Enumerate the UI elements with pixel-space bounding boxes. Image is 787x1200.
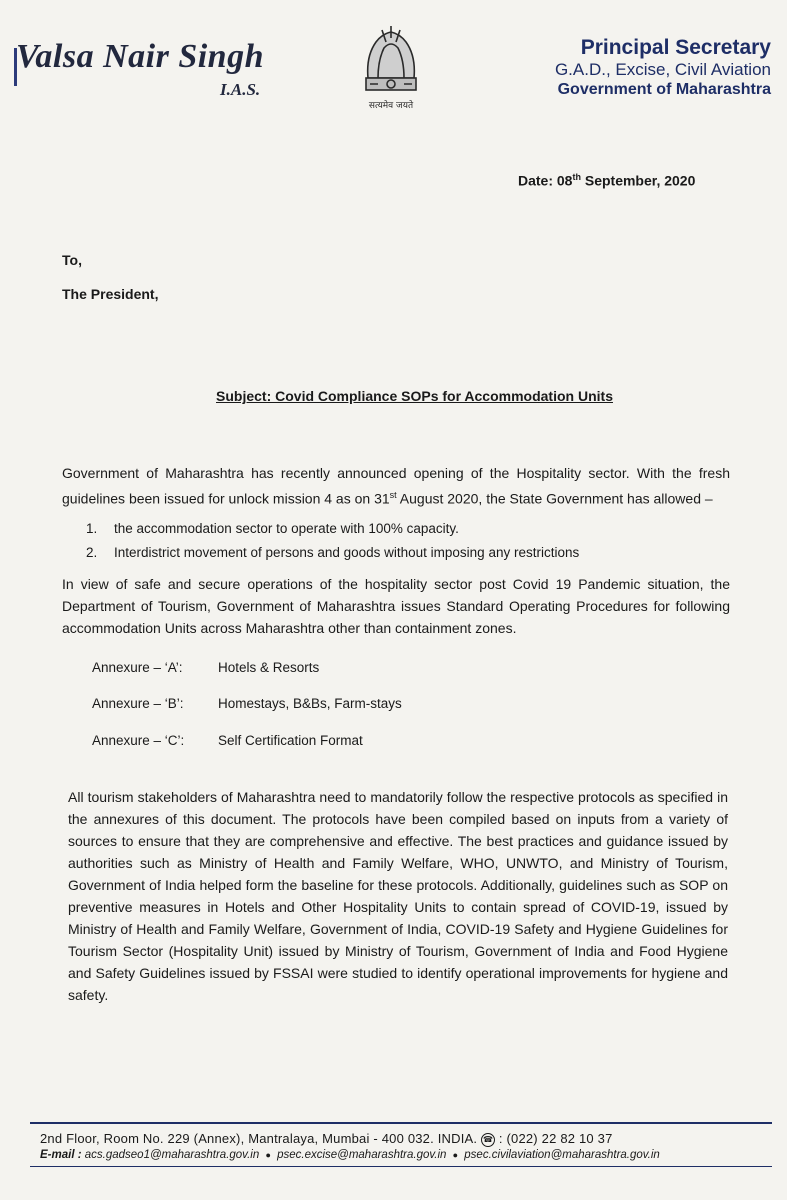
designation-block xyxy=(555,36,771,100)
intro-paragraph: Government of Maharashtra has recently announced opening of the Hospitality sector. With the fresh guidelines been issued for unlock mission 4 as on 31st August 2020, the State Government has allowed – xyxy=(62,465,730,507)
letter-date: Date: 08th September, 2020 xyxy=(518,172,696,189)
emblem-motto: सत्यमेव जयते xyxy=(368,101,414,111)
designation-government: Government of Maharashtra xyxy=(557,81,771,98)
email-link[interactable]: acs.gadseo1@maharashtra.gov.in xyxy=(84,1149,260,1161)
allowed-list xyxy=(86,517,579,565)
footer-address-line xyxy=(40,1131,613,1147)
footer-phone: : (022) 22 82 10 37 xyxy=(498,1131,613,1146)
annexure-row xyxy=(92,660,319,675)
subject-line: Subject: Covid Compliance SOPs for Accommodation Units xyxy=(216,388,613,404)
email-link[interactable]: psec.excise@maharashtra.gov.in xyxy=(277,1149,447,1161)
footer-email-line: E-mail : acs.gadseo1@maharashtra.gov.in ● psec.excise@maharashtra.gov.in ● psec.civilaviation@maharashtra.gov.in xyxy=(40,1149,660,1161)
list-number: 2. xyxy=(86,545,98,560)
list-text: the accommodation sector to operate with 100% capacity. xyxy=(114,521,459,536)
list-text: Interdistrict movement of persons and goods without imposing any restrictions xyxy=(114,545,580,560)
annexure-label: Annexure – ‘A’: xyxy=(92,660,183,675)
annexure-row xyxy=(92,733,363,748)
annexure-row xyxy=(92,696,402,711)
to-label: To, xyxy=(62,252,82,268)
list-number: 1. xyxy=(86,521,98,536)
sender-name: Valsa Nair Singh xyxy=(16,38,264,75)
footer-rule-bottom xyxy=(30,1166,772,1167)
national-emblem-icon xyxy=(348,20,434,120)
email-link[interactable]: psec.civilaviation@maharashtra.gov.in xyxy=(464,1149,660,1161)
annexure-title: Hotels & Resorts xyxy=(218,660,320,675)
designation-departments: G.A.D., Excise, Civil Aviation xyxy=(554,60,771,79)
list-item xyxy=(86,541,579,565)
annexure-title: Homestays, B&Bs, Farm-stays xyxy=(218,696,402,711)
phone-icon: ☎ xyxy=(481,1133,495,1147)
annexure-title: Self Certification Format xyxy=(218,733,363,748)
sop-paragraph: In view of safe and secure operations of the hospitality sector post Covid 19 Pandemic situation, the Department of Tourism, Government of Maharashtra issues Standard Operating Procedures for following accommodation Units across Maharashtra other than containment zones. xyxy=(62,576,730,636)
designation-title: Principal Secretary xyxy=(580,36,771,59)
bullet-icon: ● xyxy=(452,1150,459,1160)
footer-address: 2nd Floor, Room No. 229 (Annex), Mantralaya, Mumbai - 400 032. INDIA. xyxy=(40,1131,478,1146)
email-label: E-mail xyxy=(40,1149,75,1161)
list-item xyxy=(86,517,579,541)
annexure-label: Annexure – ‘B’: xyxy=(92,696,184,711)
addressee: The President, xyxy=(62,286,159,302)
bullet-icon: ● xyxy=(265,1150,271,1160)
footer-rule-top xyxy=(30,1122,772,1124)
annexure-label: Annexure – ‘C’: xyxy=(92,733,185,748)
stakeholders-paragraph: All tourism stakeholders of Maharashtra need to mandatorily follow the respective protocols as specified in the annexures of this document. The protocols have been compiled based on inputs from a variety of sources to ensure that they are comprehensive and effective. The best practices and guidance issued by authorities such as Ministry of Health and Family Welfare, WHO, UNWTO, and Ministry of Tourism, Government of India helped form the baseline for these protocols. Additionally, guidelines such as SOP on preventive measures in Hotels and Other Hospitality Units to contain spread of COVID-19, issued by Ministry of Health and Family Welfare, Government of India, COVID-19 Safety and Hygiene Guidelines for Tourism Sector (Hospitality Unit) issued by Ministry of Tourism, Government of India and Food Hygiene and Safety Guidelines issued by FSSAI were studied to identify operational improvements for hygiene and safety. xyxy=(68,789,728,1003)
sender-service: I.A.S. xyxy=(220,80,261,99)
